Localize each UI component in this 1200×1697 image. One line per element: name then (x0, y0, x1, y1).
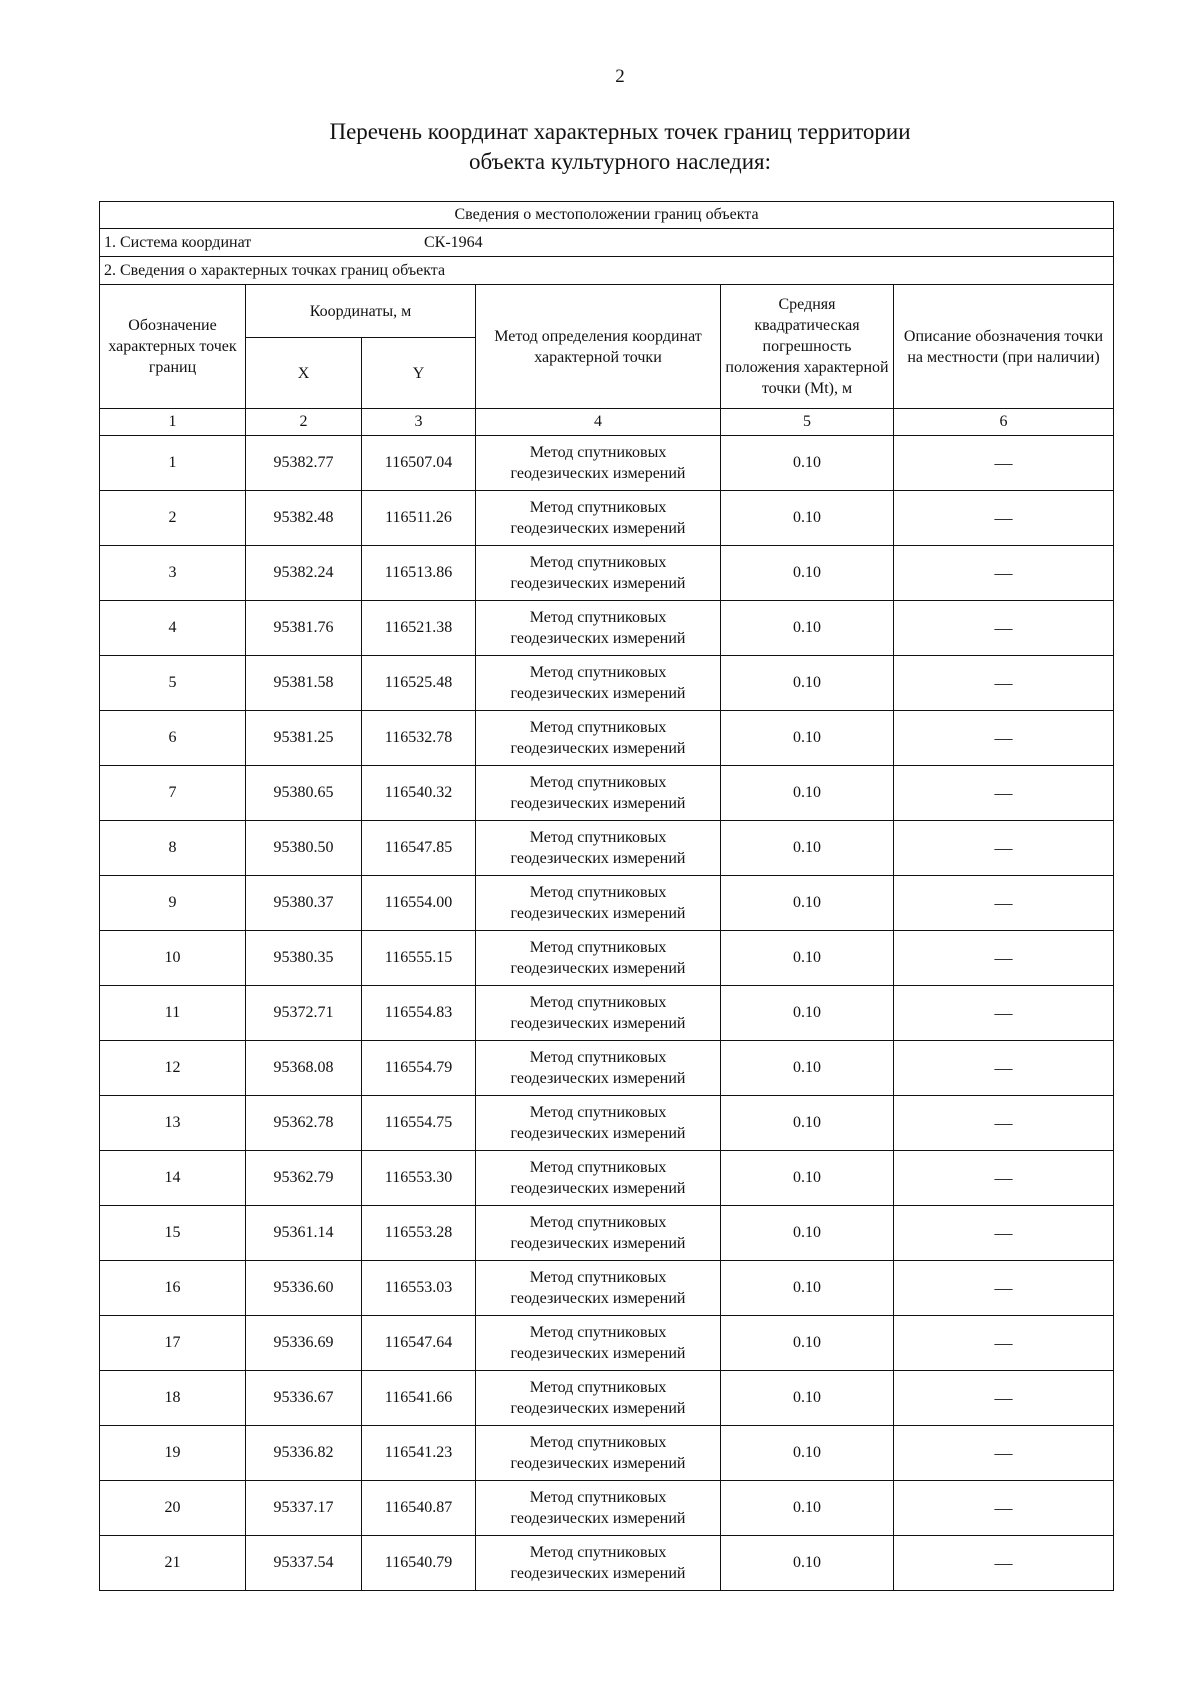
column-number: 4 (476, 409, 721, 436)
table-row (100, 491, 1114, 546)
document-title (0, 117, 1200, 177)
point-number: 18 (100, 1371, 246, 1426)
description-cell: — (894, 1426, 1114, 1481)
table-row (100, 766, 1114, 821)
column-number: 2 (246, 409, 362, 436)
coordinate-y: 116540.87 (362, 1481, 476, 1536)
table-row (100, 656, 1114, 711)
description-cell: — (894, 821, 1114, 876)
header-designation: Обозначение характерных точек границ (100, 285, 246, 409)
description-cell: — (894, 1481, 1114, 1536)
table-row (100, 986, 1114, 1041)
method-cell: Метод спутниковых геодезических измерений (476, 491, 721, 546)
accuracy-cell: 0.10 (721, 601, 894, 656)
column-numbers-row (100, 409, 1114, 436)
table-row (100, 1371, 1114, 1426)
coordinate-system-label: 1. Система координат (104, 233, 252, 251)
table-row (100, 821, 1114, 876)
coordinate-x: 95381.25 (246, 711, 362, 766)
method-cell: Метод спутниковых геодезических измерений (476, 1536, 721, 1591)
coordinate-y: 116541.23 (362, 1426, 476, 1481)
coordinate-x: 95382.48 (246, 491, 362, 546)
method-cell: Метод спутниковых геодезических измерений (476, 436, 721, 491)
method-cell: Метод спутниковых геодезических измерений (476, 931, 721, 986)
accuracy-cell: 0.10 (721, 711, 894, 766)
coordinate-y: 116553.03 (362, 1261, 476, 1316)
points-info-label: 2. Сведения о характерных точках границ объекта (100, 257, 1114, 285)
point-number: 9 (100, 876, 246, 931)
accuracy-cell: 0.10 (721, 766, 894, 821)
method-cell: Метод спутниковых геодезических измерений (476, 1371, 721, 1426)
description-cell: — (894, 1041, 1114, 1096)
table-row (100, 1536, 1114, 1591)
description-cell: — (894, 711, 1114, 766)
method-cell: Метод спутниковых геодезических измерений (476, 1261, 721, 1316)
method-cell: Метод спутниковых геодезических измерений (476, 601, 721, 656)
description-cell: — (894, 1371, 1114, 1426)
header-method: Метод определения координат характерной точки (476, 285, 721, 409)
accuracy-cell: 0.10 (721, 986, 894, 1041)
table-row (100, 1481, 1114, 1536)
coordinate-system-value: СК-1964 (424, 233, 483, 251)
coordinate-x: 95381.58 (246, 656, 362, 711)
description-cell: — (894, 546, 1114, 601)
point-number: 17 (100, 1316, 246, 1371)
description-cell: — (894, 1316, 1114, 1371)
coordinate-y: 116540.32 (362, 766, 476, 821)
coordinate-y: 116547.85 (362, 821, 476, 876)
column-number: 1 (100, 409, 246, 436)
coordinate-y: 116554.79 (362, 1041, 476, 1096)
column-number: 6 (894, 409, 1114, 436)
coordinate-x: 95362.79 (246, 1151, 362, 1206)
point-number: 11 (100, 986, 246, 1041)
description-cell: — (894, 436, 1114, 491)
description-cell: — (894, 601, 1114, 656)
accuracy-cell: 0.10 (721, 1261, 894, 1316)
table-row (100, 1151, 1114, 1206)
point-number: 8 (100, 821, 246, 876)
coordinate-x: 95368.08 (246, 1041, 362, 1096)
point-number: 19 (100, 1426, 246, 1481)
description-cell: — (894, 1536, 1114, 1591)
coordinate-x: 95380.35 (246, 931, 362, 986)
accuracy-cell: 0.10 (721, 821, 894, 876)
accuracy-cell: 0.10 (721, 1426, 894, 1481)
coordinate-x: 95336.60 (246, 1261, 362, 1316)
method-cell: Метод спутниковых геодезических измерений (476, 1096, 721, 1151)
section-title: Сведения о местоположении границ объекта (100, 202, 1114, 229)
coordinate-x: 95380.37 (246, 876, 362, 931)
point-number: 3 (100, 546, 246, 601)
accuracy-cell: 0.10 (721, 1371, 894, 1426)
method-cell: Метод спутниковых геодезических измерений (476, 1041, 721, 1096)
point-number: 20 (100, 1481, 246, 1536)
method-cell: Метод спутниковых геодезических измерений (476, 1481, 721, 1536)
coordinates-table (99, 201, 1114, 1591)
description-cell: — (894, 1206, 1114, 1261)
coordinate-x: 95380.50 (246, 821, 362, 876)
method-cell: Метод спутниковых геодезических измерений (476, 546, 721, 601)
coordinate-x: 95336.69 (246, 1316, 362, 1371)
title-line-2: объекта культурного наследия: (468, 149, 772, 174)
description-cell: — (894, 656, 1114, 711)
coordinate-x: 95336.67 (246, 1371, 362, 1426)
coordinate-x: 95337.54 (246, 1536, 362, 1591)
column-number: 3 (362, 409, 476, 436)
header-accuracy: Средняя квадратическая погрешность положения характерной точки (Mt), м (721, 285, 894, 409)
coordinate-y: 116507.04 (362, 436, 476, 491)
coordinate-x: 95380.65 (246, 766, 362, 821)
accuracy-cell: 0.10 (721, 931, 894, 986)
coordinate-x: 95372.71 (246, 986, 362, 1041)
point-number: 6 (100, 711, 246, 766)
coordinate-x: 95362.78 (246, 1096, 362, 1151)
table-row (100, 1041, 1114, 1096)
accuracy-cell: 0.10 (721, 1481, 894, 1536)
point-number: 10 (100, 931, 246, 986)
table-row (100, 1426, 1114, 1481)
coordinate-y: 116540.79 (362, 1536, 476, 1591)
coordinate-x: 95381.76 (246, 601, 362, 656)
table-row (100, 1316, 1114, 1371)
method-cell: Метод спутниковых геодезических измерений (476, 1316, 721, 1371)
coordinate-system-row (100, 229, 1114, 257)
description-cell: — (894, 766, 1114, 821)
accuracy-cell: 0.10 (721, 546, 894, 601)
column-number: 5 (721, 409, 894, 436)
coordinate-x: 95382.77 (246, 436, 362, 491)
table-row (100, 711, 1114, 766)
description-cell: — (894, 931, 1114, 986)
header-description: Описание обозначения точки на местности (при наличии) (894, 285, 1114, 409)
method-cell: Метод спутниковых геодезических измерений (476, 876, 721, 931)
accuracy-cell: 0.10 (721, 1536, 894, 1591)
accuracy-cell: 0.10 (721, 1151, 894, 1206)
table-row (100, 436, 1114, 491)
table-row (100, 1096, 1114, 1151)
table-row (100, 546, 1114, 601)
accuracy-cell: 0.10 (721, 491, 894, 546)
title-line-1: Перечень координат характерных точек границ территории (329, 119, 911, 144)
accuracy-cell: 0.10 (721, 1206, 894, 1261)
coordinate-x: 95336.82 (246, 1426, 362, 1481)
coordinate-y: 116555.15 (362, 931, 476, 986)
page-number: 2 (615, 66, 625, 87)
description-cell: — (894, 876, 1114, 931)
header-x: X (246, 338, 362, 409)
method-cell: Метод спутниковых геодезических измерений (476, 821, 721, 876)
coordinate-y: 116511.26 (362, 491, 476, 546)
point-number: 4 (100, 601, 246, 656)
method-cell: Метод спутниковых геодезических измерений (476, 766, 721, 821)
table-row (100, 876, 1114, 931)
accuracy-cell: 0.10 (721, 876, 894, 931)
coordinate-y: 116554.83 (362, 986, 476, 1041)
coordinate-y: 116513.86 (362, 546, 476, 601)
point-number: 7 (100, 766, 246, 821)
method-cell: Метод спутниковых геодезических измерений (476, 986, 721, 1041)
coordinate-y: 116553.30 (362, 1151, 476, 1206)
point-number: 5 (100, 656, 246, 711)
coordinate-y: 116532.78 (362, 711, 476, 766)
header-y: Y (362, 338, 476, 409)
description-cell: — (894, 986, 1114, 1041)
accuracy-cell: 0.10 (721, 656, 894, 711)
point-number: 14 (100, 1151, 246, 1206)
point-number: 16 (100, 1261, 246, 1316)
description-cell: — (894, 1261, 1114, 1316)
coordinate-y: 116521.38 (362, 601, 476, 656)
point-number: 15 (100, 1206, 246, 1261)
table-row (100, 601, 1114, 656)
table-row (100, 931, 1114, 986)
point-number: 1 (100, 436, 246, 491)
accuracy-cell: 0.10 (721, 1041, 894, 1096)
coordinate-y: 116525.48 (362, 656, 476, 711)
point-number: 12 (100, 1041, 246, 1096)
description-cell: — (894, 491, 1114, 546)
method-cell: Метод спутниковых геодезических измерений (476, 1206, 721, 1261)
table-row (100, 1261, 1114, 1316)
description-cell: — (894, 1096, 1114, 1151)
description-cell: — (894, 1151, 1114, 1206)
method-cell: Метод спутниковых геодезических измерений (476, 1151, 721, 1206)
coordinate-y: 116541.66 (362, 1371, 476, 1426)
method-cell: Метод спутниковых геодезических измерений (476, 1426, 721, 1481)
coordinate-y: 116554.75 (362, 1096, 476, 1151)
coordinate-x: 95382.24 (246, 546, 362, 601)
coordinate-x: 95337.17 (246, 1481, 362, 1536)
coordinate-y: 116547.64 (362, 1316, 476, 1371)
point-number: 13 (100, 1096, 246, 1151)
accuracy-cell: 0.10 (721, 436, 894, 491)
accuracy-cell: 0.10 (721, 1316, 894, 1371)
point-number: 2 (100, 491, 246, 546)
coordinate-y: 116553.28 (362, 1206, 476, 1261)
header-coordinates: Координаты, м (246, 285, 476, 338)
coordinate-y: 116554.00 (362, 876, 476, 931)
accuracy-cell: 0.10 (721, 1096, 894, 1151)
method-cell: Метод спутниковых геодезических измерений (476, 656, 721, 711)
method-cell: Метод спутниковых геодезических измерений (476, 711, 721, 766)
coordinate-x: 95361.14 (246, 1206, 362, 1261)
point-number: 21 (100, 1536, 246, 1591)
table-row (100, 1206, 1114, 1261)
